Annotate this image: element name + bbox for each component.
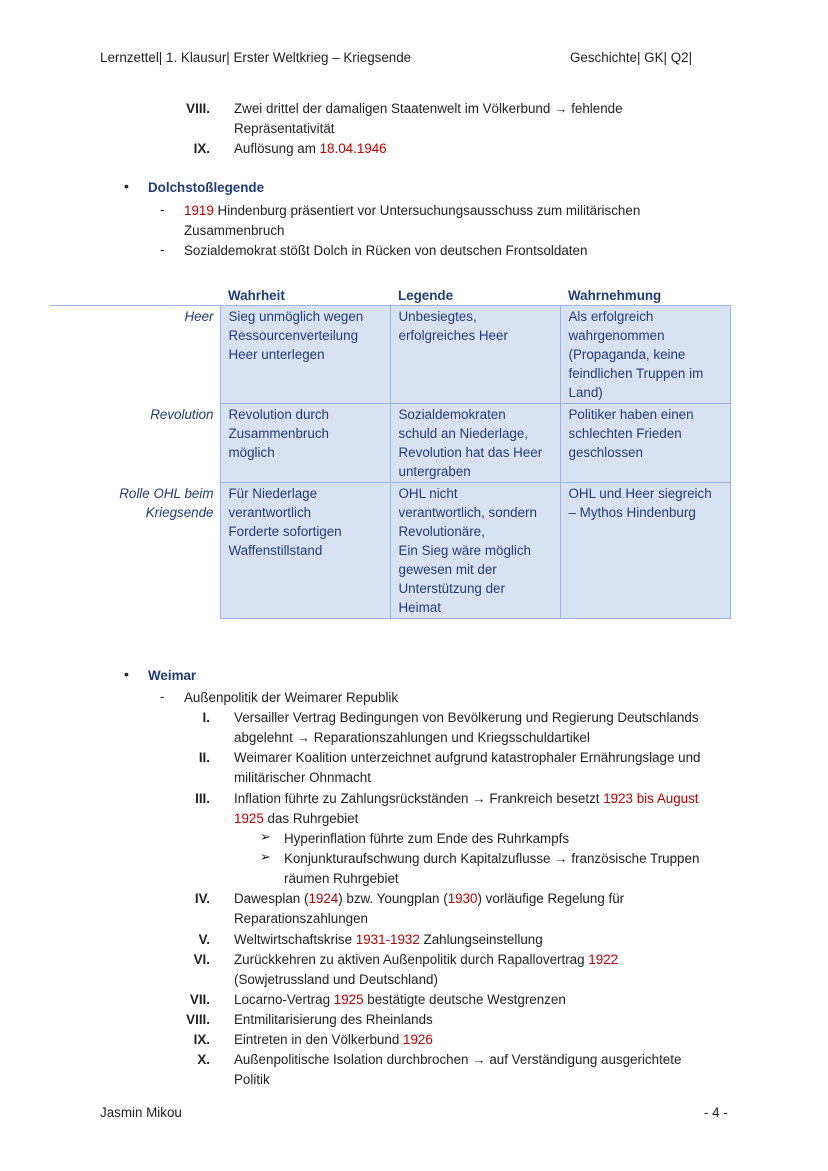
table-header-row	[50, 284, 730, 306]
weimar-item-x-line2: Politik	[234, 1072, 270, 1087]
weimar-num: IX.	[193, 1032, 210, 1047]
arrow-icon: →	[554, 101, 568, 116]
weimar-item-ix: Eintreten in den Völkerbund 1926	[234, 1032, 433, 1047]
weimar-num: IV.	[194, 891, 210, 906]
year-text: 1925	[234, 811, 264, 826]
dolchstoss-point-1: 1919 Hindenburg präsentiert vor Untersuchungsausschuss zum militärischen	[184, 203, 641, 218]
year-text: 1931-1932	[355, 932, 420, 947]
table-row	[50, 404, 730, 483]
weimar-num: VIII.	[186, 1012, 210, 1027]
table-row	[50, 483, 730, 619]
table-cell: Als erfolgreich wahrgenommen (Propaganda, keine feindlichen Truppen im Land)	[560, 306, 730, 404]
row-label-rolle-ohl: Rolle OHL beim Kriegsende	[119, 485, 214, 520]
weimar-item-vi-line2: (Sowjetrussland und Deutschland)	[234, 972, 438, 987]
weimar-item-iv-line2: Reparationszahlungen	[234, 911, 369, 926]
dash-icon: -	[160, 689, 165, 704]
row-label-heer: Heer	[184, 309, 214, 324]
column-header-wahrheit: Wahrheit	[220, 284, 390, 306]
weimar-item-vii: Locarno-Vertrag 1925 bestätigte deutsche Westgrenzen	[234, 992, 566, 1007]
intro-num-viii: VIII.	[186, 101, 210, 116]
column-header-legende: Legende	[390, 284, 560, 306]
weimar-num: III.	[195, 791, 210, 806]
intro-item-ix: Auflösung am 18.04.1946	[234, 141, 387, 156]
section-title-weimar: Weimar	[148, 668, 197, 683]
year-text: 1923 bis August	[603, 791, 699, 806]
weimar-item-iv: Dawesplan (1924) bzw. Youngplan (1930) vorläufige Regelung für	[234, 891, 625, 906]
arrow-icon: →	[296, 730, 310, 745]
year-text: 1926	[403, 1032, 433, 1047]
weimar-item-vi: Zurückkehren zu aktiven Außenpolitik durch Rapallovertrag 1922	[234, 952, 619, 967]
dolchstoss-point-2: Sozialdemokrat stößt Dolch in Rücken von deutschen Frontsoldaten	[184, 243, 588, 258]
weimar-num: X.	[197, 1052, 210, 1067]
dash-icon: -	[160, 242, 165, 257]
weimar-item-ii: Weimarer Koalition unterzeichnet aufgrund katastrophaler Ernährungslage und	[234, 750, 701, 765]
date-text: 18.04.1946	[319, 141, 387, 156]
section-title-dolchstoss: Dolchstoßlegende	[148, 180, 265, 195]
weimar-item-iii-sub2: Konjunkturaufschwung durch Kapitalzuflusse → französische Truppen	[284, 851, 700, 866]
header-left: Lernzettel| 1. Klausur| Erster Weltkrieg – Kriegsende	[100, 50, 412, 65]
table-row	[50, 306, 730, 404]
table-cell: Sieg unmöglich wegen Ressourcenverteilung Heer unterlegen	[220, 306, 390, 404]
footer-page-number: - 4 -	[704, 1105, 728, 1120]
bullet-icon: •	[124, 178, 129, 194]
table-cell: Für Niederlage verantwortlich Forderte sofortigen Waffenstillstand	[220, 483, 390, 619]
table-cell: Politiker haben einen schlechten Frieden geschlossen	[560, 404, 730, 483]
year-text: 1930	[447, 891, 478, 906]
intro-item-viii-line2: Repräsentativität	[234, 121, 335, 136]
weimar-item-i: Versailler Vertrag Bedingungen von Bevölkerung und Regierung Deutschlands	[234, 710, 699, 725]
bullet-icon: •	[124, 666, 129, 682]
footer-author: Jasmin Mikou	[100, 1105, 182, 1120]
intro-num-ix: IX.	[193, 141, 210, 156]
weimar-num: V.	[198, 932, 210, 947]
weimar-num: VI.	[193, 952, 210, 967]
weimar-item-iii-line2: 1925 das Ruhrgebiet	[234, 811, 359, 826]
table-cell: Sozialdemokraten schuld an Niederlage, Revolution hat das Heer untergraben	[390, 404, 560, 483]
weimar-item-x: Außenpolitische Isolation durchbrochen → auf Verständigung ausgerichtete	[234, 1052, 682, 1067]
arrow-icon: →	[472, 1052, 486, 1067]
comparison-table	[50, 284, 731, 619]
table-cell: OHL und Heer siegreich – Mythos Hindenburg	[560, 483, 730, 619]
weimar-item-iii-sub2-line2: räumen Ruhrgebiet	[284, 871, 399, 886]
weimar-subtitle: Außenpolitik der Weimarer Republik	[184, 690, 399, 705]
weimar-item-ii-line2: militärischer Ohnmacht	[234, 770, 371, 785]
arrow-icon: →	[554, 851, 568, 866]
table-cell: Unbesiegtes, erfolgreiches Heer	[390, 306, 560, 404]
table-corner	[50, 284, 220, 306]
weimar-item-i-line2: abgelehnt → Reparationszahlungen und Kriegsschuldartikel	[234, 730, 590, 745]
weimar-num: II.	[198, 750, 210, 765]
table-cell: Revolution durch Zusammenbruch möglich	[220, 404, 390, 483]
weimar-item-iii-sub1: Hyperinflation führte zum Ende des Ruhrkampfs	[284, 831, 570, 846]
table-cell: OHL nicht verantwortlich, sondern Revolutionäre, Ein Sieg wäre möglich gewesen mit der Unterstützung der Heimat	[390, 483, 560, 619]
column-header-wahrnehmung: Wahrnehmung	[560, 284, 730, 306]
weimar-num: VII.	[189, 992, 210, 1007]
year-text: 1919	[184, 203, 214, 218]
intro-item-viii: Zwei drittel der damaligen Staatenwelt im Völkerbund → fehlende	[234, 101, 623, 116]
row-label-revolution: Revolution	[150, 406, 214, 422]
weimar-item-viii: Entmilitarisierung des Rheinlands	[234, 1012, 433, 1027]
header-right: Geschichte| GK| Q2|	[570, 50, 693, 65]
dash-icon: -	[160, 202, 165, 217]
year-text: 1925	[333, 992, 364, 1007]
weimar-item-v: Weltwirtschaftskrise 1931-1932 Zahlungseinstellung	[234, 932, 543, 947]
arrow-icon: →	[472, 791, 486, 806]
year-text: 1924	[308, 891, 339, 906]
weimar-num: I.	[202, 710, 210, 725]
year-text: 1922	[588, 952, 619, 967]
sub-bullet-icon: ➢	[260, 849, 271, 864]
dolchstoss-point-1-line2: Zusammenbruch	[184, 223, 285, 238]
weimar-item-iii: Inflation führte zu Zahlungsrückständen → Frankreich besetzt 1923 bis August	[234, 791, 699, 806]
sub-bullet-icon: ➢	[260, 829, 271, 844]
